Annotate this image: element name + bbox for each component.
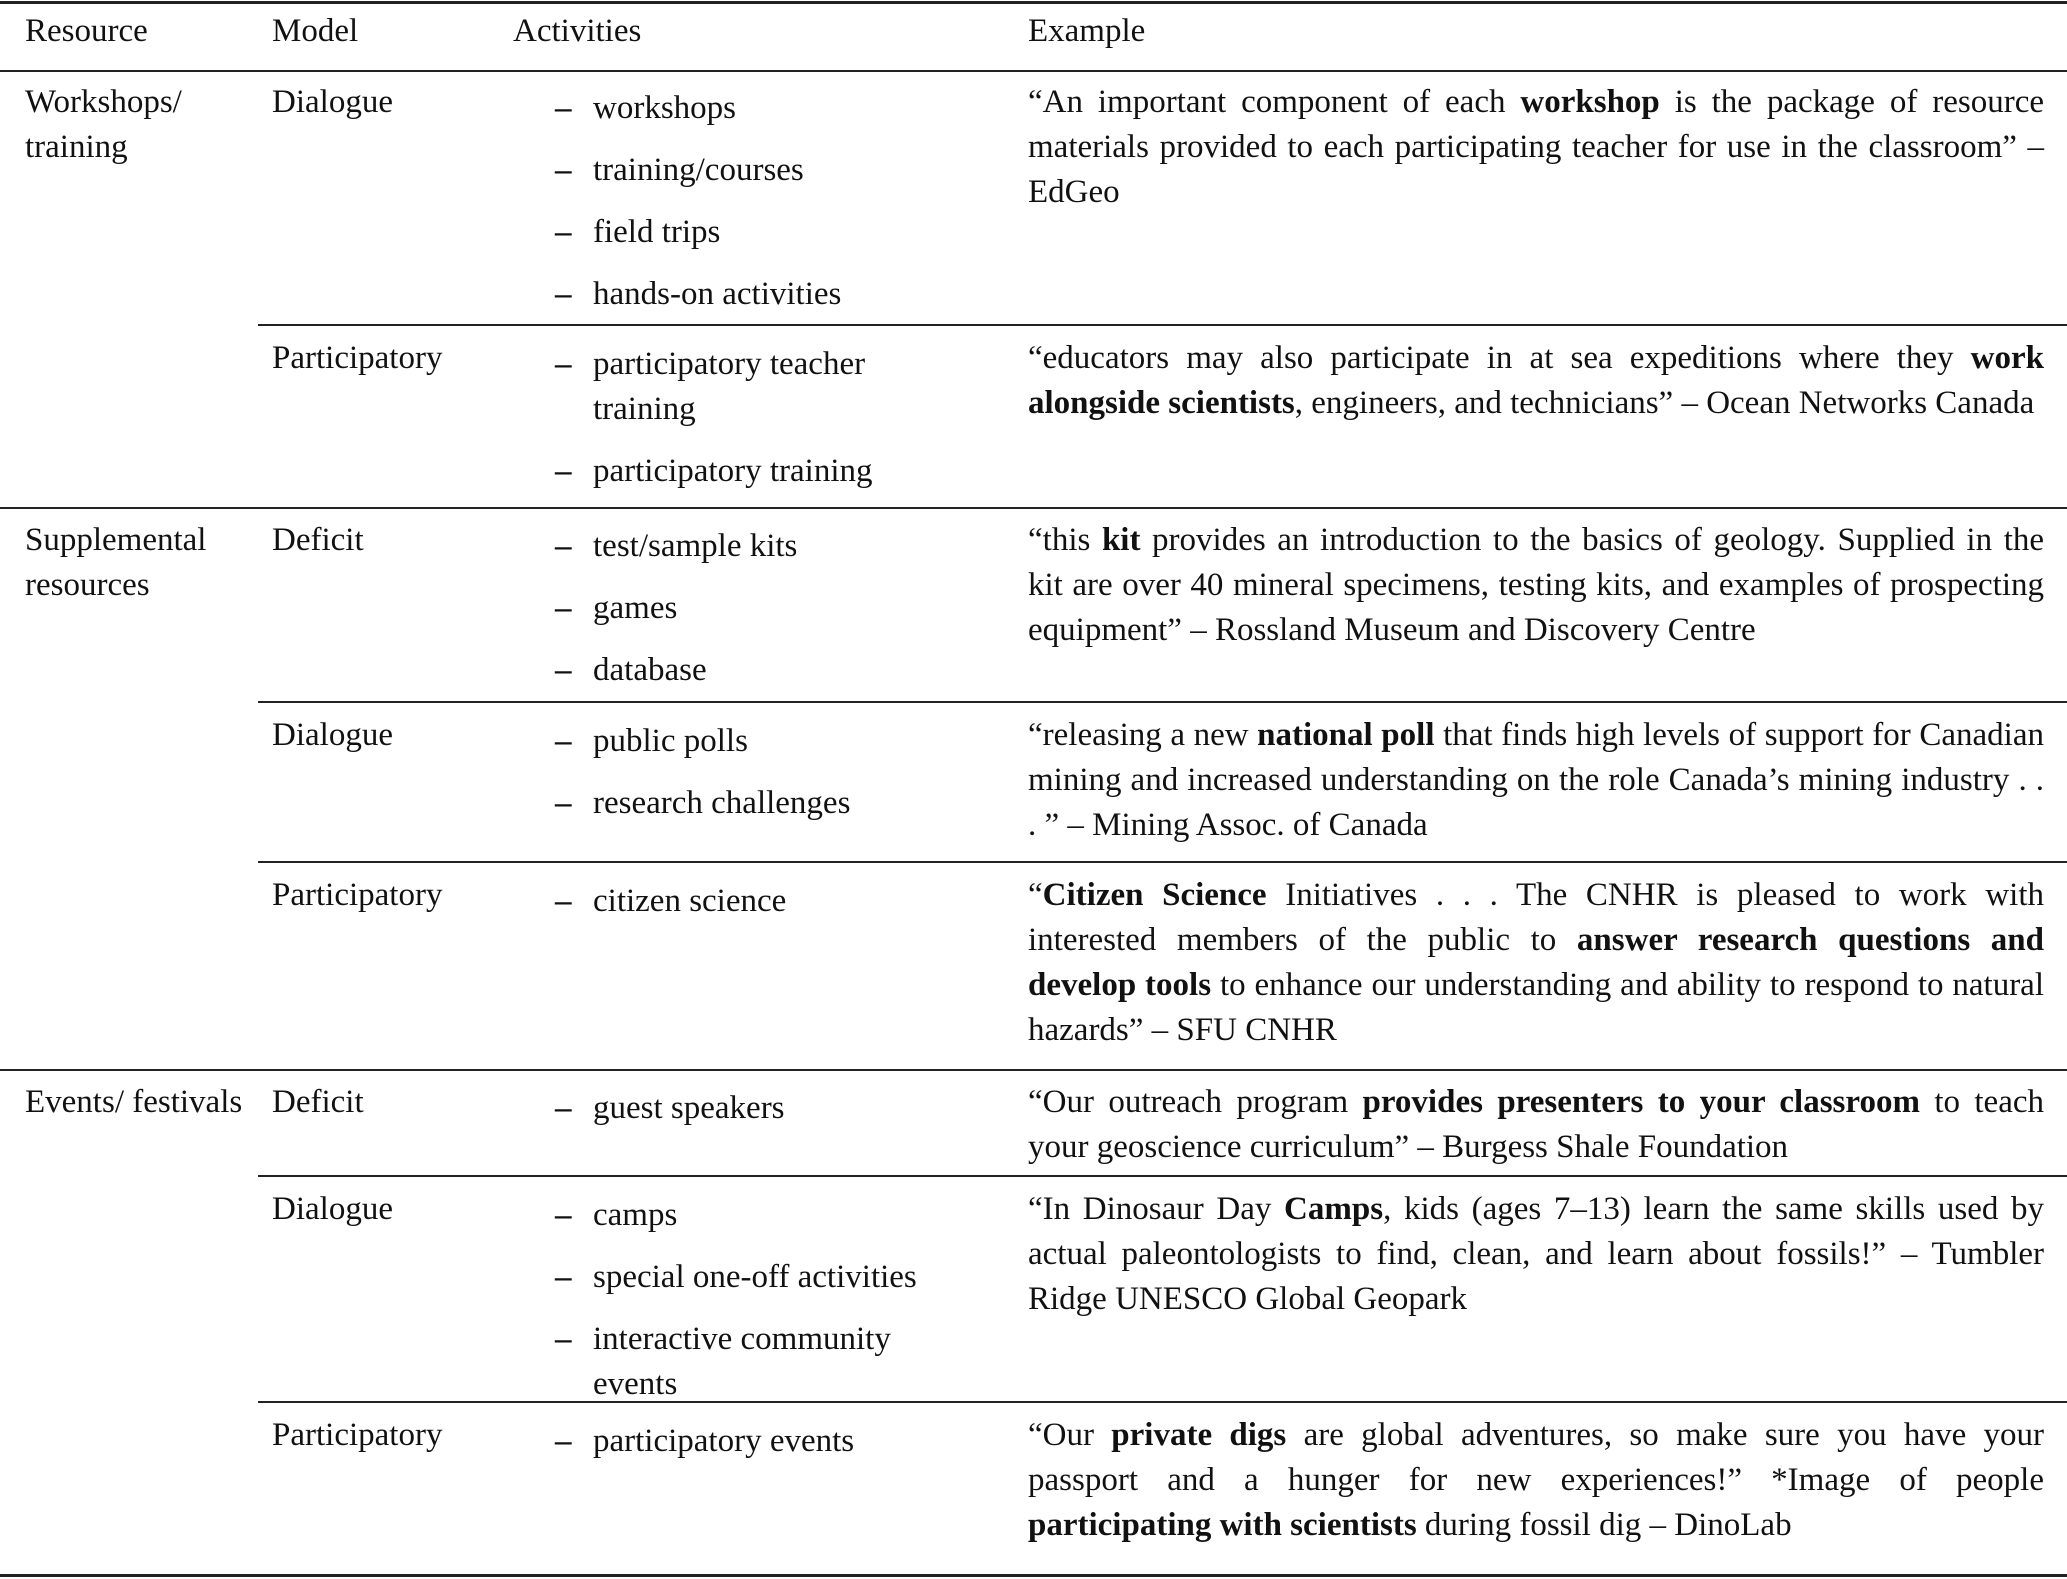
header-resource: Resource: [25, 13, 148, 49]
activity-item: [555, 1255, 955, 1300]
bottom-rule: [0, 1574, 2067, 1577]
activity-text: public polls: [593, 723, 748, 759]
example-cell: [1028, 80, 2044, 215]
example-text: are global adventures, so make sure you have your passport and a hunger for new experiences!” *Image of people: [1028, 1417, 2045, 1498]
header-model: Model: [272, 13, 359, 49]
dash-bullet-icon: –: [555, 1321, 572, 1357]
row-divider: [258, 324, 2067, 326]
activity-text: games: [593, 590, 678, 626]
example-cell: [1028, 336, 2044, 426]
model-cell: Deficit: [272, 522, 364, 558]
dash-bullet-icon: –: [555, 723, 572, 759]
row-divider: [258, 1175, 2067, 1177]
header-rule: [0, 70, 2067, 72]
header-activities: Activities: [513, 13, 642, 49]
dash-bullet-icon: –: [555, 1259, 572, 1295]
example-emphasis: Citizen Science: [1042, 877, 1267, 913]
example-text: “: [1028, 877, 1043, 913]
activity-text: citizen science: [593, 883, 787, 919]
section-divider: [0, 507, 2067, 509]
activity-item: [555, 1317, 955, 1407]
dash-bullet-icon: –: [555, 590, 572, 626]
activity-text: field trips: [593, 214, 721, 250]
example-emphasis: private digs: [1111, 1417, 1287, 1453]
example-emphasis: national poll: [1257, 717, 1435, 753]
example-text: is the package of resource materials provided to each participating teacher for use in the classroom” – EdGeo: [1028, 84, 2044, 210]
example-text: , kids (ages 7–13) learn the same skills used by actual paleontologists to find, clean, and learn about fossils!” – Tumbler Ridge UNESCO Global Geopark: [1028, 1191, 2044, 1317]
activity-item: [555, 1086, 985, 1131]
top-rule: [0, 1, 2067, 4]
activities-list: [555, 342, 935, 511]
activity-item: [555, 719, 985, 764]
dash-bullet-icon: –: [555, 276, 572, 312]
example-emphasis: provides presenters to your classroom: [1362, 1084, 1920, 1120]
activity-item: [555, 210, 985, 255]
activity-item: [555, 272, 985, 317]
activity-text: participatory events: [593, 1423, 855, 1459]
activities-list: [555, 524, 985, 710]
activity-text: test/sample kits: [593, 528, 798, 564]
section-divider: [0, 1069, 2067, 1071]
resource-cell: Supplemental resources: [25, 522, 207, 603]
model-cell: Deficit: [272, 1084, 364, 1120]
activity-text: camps: [593, 1197, 678, 1233]
activity-item: [555, 781, 985, 826]
activity-item: [555, 449, 935, 494]
example-text: during fossil dig – DinoLab: [1416, 1507, 1792, 1543]
example-emphasis: answer research questions and develop tools: [1028, 922, 2044, 1003]
example-text: that finds high levels of support for Canadian mining and increased understanding on the role Canada’s mining industry . . . ” – Mining Assoc. of Canada: [1028, 717, 2044, 843]
dash-bullet-icon: –: [555, 652, 572, 688]
example-emphasis: participating with scientists: [1028, 1507, 1417, 1543]
example-text: “Our outreach program: [1028, 1084, 1363, 1120]
example-text: “educators may also participate in at sea expeditions where they: [1028, 340, 1971, 376]
example-text: “releasing a new: [1028, 717, 1258, 753]
example-cell: [1028, 518, 2044, 653]
example-text: , engineers, and technicians” – Ocean Networks Canada: [1294, 385, 2035, 421]
activity-text: hands-on activities: [593, 276, 842, 312]
activities-list: [555, 1419, 985, 1481]
example-text: to teach your geoscience curriculum” – Burgess Shale Foundation: [1028, 1084, 2045, 1165]
dash-bullet-icon: –: [555, 1090, 572, 1126]
example-text: “Our: [1028, 1417, 1112, 1453]
example-text: to enhance our understanding and ability to respond to natural hazards” – SFU CNHR: [1028, 967, 2044, 1048]
activity-text: database: [593, 652, 707, 688]
activity-item: [555, 586, 985, 631]
activities-list: [555, 879, 985, 941]
activity-item: [555, 648, 985, 693]
activity-item: [555, 1419, 985, 1464]
activity-text: special one-off activities: [593, 1259, 917, 1295]
dash-bullet-icon: –: [555, 785, 572, 821]
example-cell: [1028, 713, 2044, 848]
header-example: Example: [1028, 13, 1146, 49]
activity-item: [555, 1193, 955, 1238]
activity-item: [555, 879, 985, 924]
model-cell: Participatory: [272, 877, 443, 913]
activities-list: [555, 1086, 985, 1148]
dash-bullet-icon: –: [555, 346, 572, 382]
example-text: “An important component of each: [1028, 84, 1521, 120]
example-cell: [1028, 873, 2044, 1053]
example-emphasis: work alongside scientists: [1028, 340, 2044, 421]
model-cell: Participatory: [272, 340, 443, 376]
model-cell: Dialogue: [272, 84, 393, 120]
example-cell: [1028, 1413, 2044, 1548]
activity-text: participatory teacher training: [593, 346, 866, 427]
dash-bullet-icon: –: [555, 1423, 572, 1459]
row-divider: [258, 1401, 2067, 1403]
row-divider: [258, 701, 2067, 703]
activity-item: [555, 524, 985, 569]
resource-cell: Events/ festivals: [25, 1084, 243, 1120]
model-cell: Participatory: [272, 1417, 443, 1453]
activities-list: [555, 719, 985, 843]
resource-cell: Workshops/ training: [25, 84, 182, 165]
activities-list: [555, 86, 985, 334]
example-emphasis: Camps: [1284, 1191, 1384, 1227]
activity-text: workshops: [593, 90, 737, 126]
example-cell: [1028, 1080, 2044, 1170]
activity-text: training/courses: [593, 152, 804, 188]
model-cell: Dialogue: [272, 1191, 393, 1227]
dash-bullet-icon: –: [555, 453, 572, 489]
example-text: provides an introduction to the basics of geology. Supplied in the kit are over 40 mineral specimens, testing kits, and examples of prospecting equipment” – Rossland Museum and Discovery Centre: [1028, 522, 2045, 648]
activity-text: interactive community events: [593, 1321, 891, 1402]
example-text: “In Dinosaur Day: [1028, 1191, 1285, 1227]
activity-text: guest speakers: [593, 1090, 785, 1126]
model-cell: Dialogue: [272, 717, 393, 753]
example-text: “this: [1028, 522, 1102, 558]
dash-bullet-icon: –: [555, 152, 572, 188]
dash-bullet-icon: –: [555, 90, 572, 126]
row-divider: [258, 861, 2067, 863]
activity-text: participatory training: [593, 453, 873, 489]
example-emphasis: workshop: [1520, 84, 1660, 120]
dash-bullet-icon: –: [555, 883, 572, 919]
example-text: Initiatives . . . The CNHR is pleased to work with interested members of the public to: [1028, 877, 2044, 958]
activity-item: [555, 86, 985, 131]
dash-bullet-icon: –: [555, 214, 572, 250]
activity-text: research challenges: [593, 785, 851, 821]
activity-item: [555, 342, 935, 432]
activity-item: [555, 148, 985, 193]
example-emphasis: kit: [1101, 522, 1141, 558]
dash-bullet-icon: –: [555, 528, 572, 564]
activities-list: [555, 1193, 955, 1424]
example-cell: [1028, 1187, 2044, 1322]
dash-bullet-icon: –: [555, 1197, 572, 1233]
